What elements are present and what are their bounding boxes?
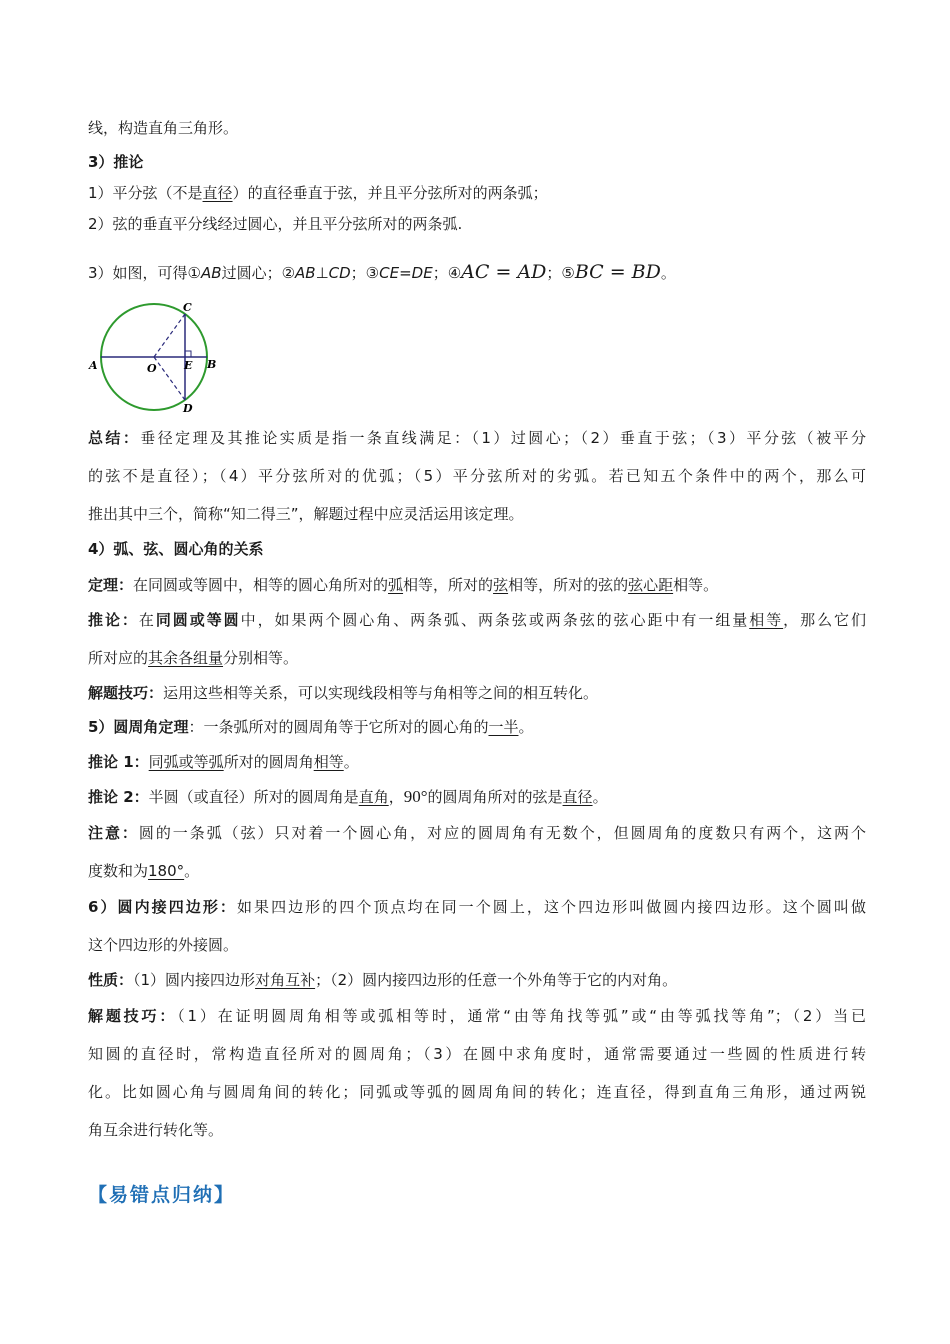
corollary-2: 2）弦的垂直平分线经过圆心，并且平分弦所对的两条弧. — [88, 215, 463, 233]
note-line-1: 注意：圆的一条弧（弦）只对着一个圆心角，对应的圆周角有无数个，但圆周角的度数只有两个，这两个 — [88, 824, 866, 842]
property-line: 性质：（1）圆内接四边形对角互补；（2）圆内接四边形的任意一个外角等于它的内对角。 — [88, 971, 678, 989]
right-angle-mark — [185, 351, 191, 357]
cyclic-quad-line-2: 这个四边形的外接圆。 — [88, 936, 239, 954]
theorem-line: 定理：在同圆或等圆中，相等的圆心角所对的弧相等，所对的弦相等，所对的弦的弦心距相等。 — [88, 576, 719, 594]
label-e: E — [184, 359, 193, 372]
tips-line-2: 知圆的直径时，常构造直径所对的圆周角；（3）在圆中求角度时，通常需要通过一些圆的性质进行转 — [88, 1045, 866, 1063]
section-heading-corollary: 3）推论 — [88, 153, 144, 171]
label-c: C — [183, 301, 192, 314]
inference-1: 推论 1：同弧或等弧所对的圆周角相等。 — [88, 753, 359, 771]
error-summary-heading: 【易错点归纳】 — [88, 1184, 236, 1206]
corollary-3: 3）如图，可得①AB过圆心；②AB⊥CD；③CE=DE；④AC = AD；⑤BC = BD。 — [88, 261, 676, 283]
section-heading-arc-chord: 4）弧、弦、圆心角的关系 — [88, 540, 264, 558]
inference-line-2: 所对应的其余各组量分别相等。 — [88, 649, 299, 667]
continuation-text: 线，构造直角三角形。 — [88, 119, 239, 137]
circle-diagram — [84, 298, 224, 418]
cyclic-quad-line-1: 6）圆内接四边形：如果四边形的四个顶点均在同一个圆上，这个四边形叫做圆内接四边形。这个圆叫做 — [88, 898, 866, 916]
radius-od — [154, 357, 185, 400]
inscribed-angle-theorem: 5）圆周角定理：一条弧所对的圆周角等于它所对的圆心角的一半。 — [88, 718, 534, 736]
corollary-1: 1）平分弦（不是直径）的直径垂直于弦，并且平分弦所对的两条弧； — [88, 184, 548, 202]
arc-equation-2: BC = BD — [574, 261, 661, 283]
label-o: O — [147, 362, 157, 375]
inference-2: 推论 2：半圆（或直径）所对的圆周角是直角，90°的圆周角所对的弦是直径。 — [88, 787, 608, 806]
summary-line-1: 总结：垂径定理及其推论实质是指一条直线满足：（1）过圆心；（2）垂直于弦；（3）平分弦（被平分 — [88, 429, 866, 447]
summary-line-2: 的弦不是直径）；（4）平分弦所对的优弧；（5）平分弦所对的劣弧。若已知五个条件中的两个，那么可 — [88, 467, 866, 485]
tips-line-4: 角互余进行转化等。 — [88, 1121, 224, 1139]
label-a: A — [89, 359, 98, 372]
radius-oc — [154, 314, 185, 357]
summary-line-3: 推出其中三个，简称“知二得三”，解题过程中应灵活运用该定理。 — [88, 505, 524, 523]
label-d: D — [183, 402, 193, 415]
note-line-2: 度数和为180°。 — [88, 862, 200, 880]
tip-line: 解题技巧：运用这些相等关系，可以实现线段相等与角相等之间的相互转化。 — [88, 684, 599, 702]
tips-line-1: 解题技巧：（1）在证明圆周角相等或弧相等时，通常“由等角找等弧”或“由等弧找等角”；（2）当已 — [88, 1007, 866, 1025]
inference-line-1: 推论：在同圆或等圆中，如果两个圆心角、两条弧、两条弦或两条弦的弦心距中有一组量相等，那么它们 — [88, 611, 866, 629]
arc-equation-1: AC = AD — [461, 261, 547, 283]
text-line — [88, 118, 866, 138]
tips-line-3: 化。比如圆心角与圆周角间的转化；同弧或等弧的圆周角间的转化；连直径，得到直角三角形，通过两锐 — [88, 1083, 866, 1101]
label-b: B — [207, 358, 217, 371]
